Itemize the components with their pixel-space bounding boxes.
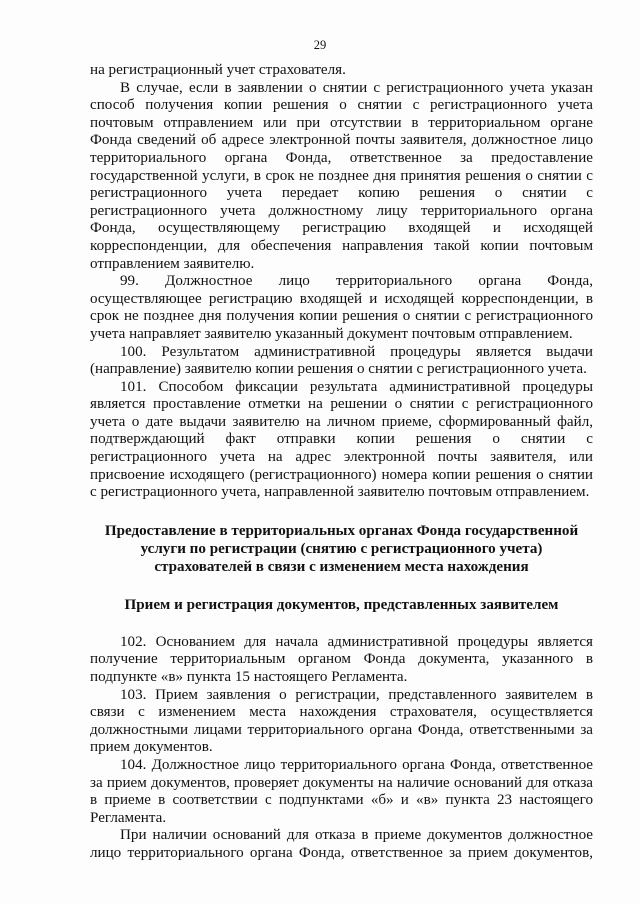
- paragraph-100: 100. Результатом административной процедуры является выдачи (направление) заявителю копии решения о снятии с регистрационного учета.: [90, 343, 593, 378]
- paragraph-103: 103. Прием заявления о регистрации, представленного заявителем в связи с изменением места нахождения страхователя, осуществляется должностными лицами территориального органа Фонда, ответственными за прием документов.: [90, 686, 593, 756]
- document-body: [90, 62, 593, 863]
- page-number: 29: [313, 38, 327, 52]
- paragraph-refusal: При наличии оснований для отказа в приеме документов должностное лицо территориального органа Фонда, ответственное за прием документов,: [90, 827, 593, 861]
- paragraph-99: 99. Должностное лицо территориального органа Фонда, осуществляющее регистрацию входящей и исходящей корреспонденции, в срок не позднее дня получения копии решения о снятии с регистрационного учета направляет заявителю указанный документ почтовым отправлением.: [90, 273, 593, 342]
- paragraph-102: 102. Основанием для начала административной процедуры является получение территориальным органом Фонда документа, указанного в подпункте «в» пункта 15 настоящего Регламента.: [90, 633, 593, 686]
- paragraph-101: 101. Способом фиксации результата административной процедуры является проставление отметки на решении о снятии с регистрационного учета о дате выдачи заявителю на личном приеме, сформированный файл, подтверждающий факт отправки копии решения о снятии с регистрационного учета на адрес электронной почты заявителя, или присвоение исходящего (регистрационного) номера копии решения о снятии с регистрационного учета, направленной заявителю почтовым отправлением.: [90, 378, 593, 501]
- paragraph-mail-delivery: В случае, если в заявлении о снятии с регистрационного учета указан способ получения копии решения о снятии с регистрационного учета почтовым отправлением или при отсутствии в территориальном органе Фонда сведений об адресе электронной почты заявителя, должностное лицо территориального органа Фонда, ответственное за предоставление государственной услуги, в срок не позднее дня принятия решения о снятии с регистрационного учета передает копию решения о снятии с регистрационного учета должностному лицу территориального органа Фонда, осуществляющему регистрацию входящей и исходящей корреспонденции, для обеспечения направления такой копии почтовым отправлением заявителю.: [90, 79, 593, 272]
- subsection-heading: Прием и регистрация документов, представленных заявителем: [124, 596, 559, 613]
- paragraph-104: 104. Должностное лицо территориального органа Фонда, ответственное за прием документов, проверяет документы на наличие оснований для отказа в приеме в соответствии с подпунктами «б» и «в» пункта 23 настоящего Регламента.: [90, 757, 593, 826]
- paragraph-continuation: на регистрационный учет страхователя.: [90, 62, 346, 78]
- section-heading: Предоставление в территориальных органах Фонда государственной услуги по регистрации (снятию с регистрационного учета) страхователей в связи с изменением места нахождения: [104, 522, 579, 575]
